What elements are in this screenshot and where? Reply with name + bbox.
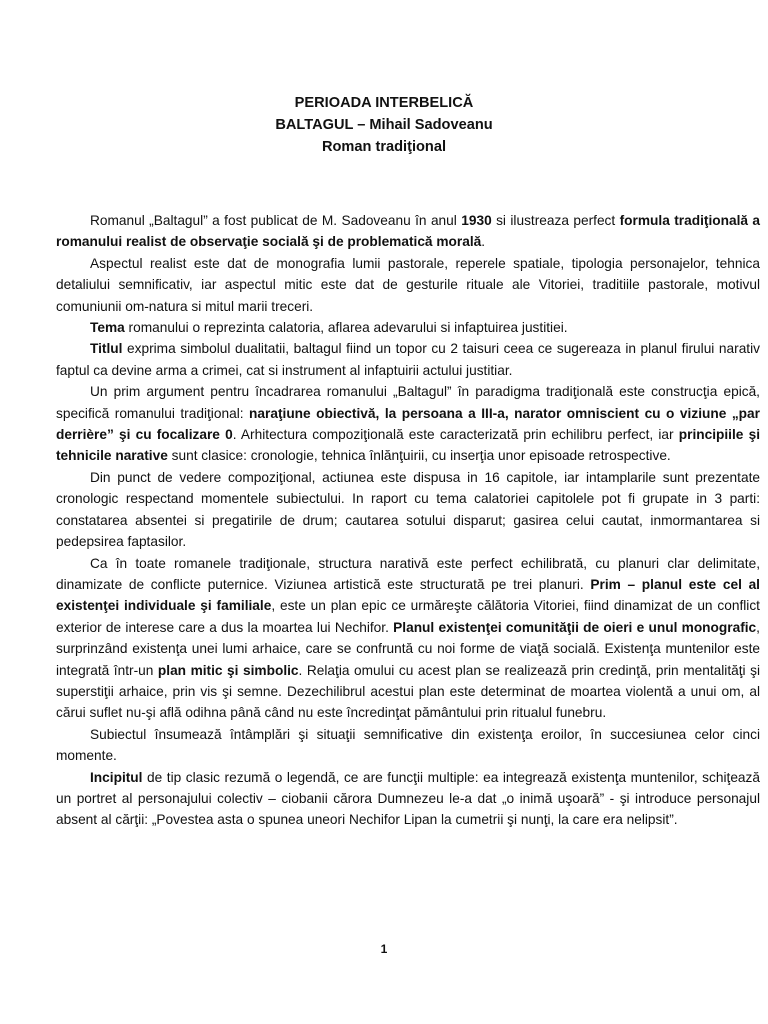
paragraph xyxy=(56,317,760,338)
paragraph xyxy=(56,467,760,553)
text-run: Un prim argument pentru încadrarea romanului „Baltagul” în paradigma tradiţională este construcţia epică, specifică romanului tradiţional: xyxy=(56,384,760,421)
text-run: si ilustreaza perfect xyxy=(491,213,620,228)
text-run: sunt clasice: cronologie, tehnica înlănţuirii, cu inserţia unor episoade retrospective. xyxy=(167,448,671,464)
document-title xyxy=(0,92,768,158)
paragraph xyxy=(56,210,760,253)
paragraph xyxy=(56,724,760,767)
paragraph xyxy=(56,253,760,317)
text-run: Ca în toate romanele tradiţionale, structura narativă este perfect echilibrată, cu planuri clar delimitate, dinamizate de conflicte puternice. Viziunea artistică este structurată pe trei planuri. xyxy=(56,555,760,592)
bold-text-run: Prim – planul este cel al existenţei individuale şi familiale xyxy=(56,576,760,614)
text-run: de tip clasic rezumă o legendă, ce are funcţii multiple: ea integrează existenţa muntenilor, schiţează un portret al personajului colectiv – ciobanii cărora Dumnezeu le-a dat „o inimă uşoară” - şi introduce personajul absent al cărţii: „Povestea asta o spunea uneori Nechifor Lipan la cumetrii şi nunţi, la care era nelipsit”. xyxy=(56,769,760,828)
document-body xyxy=(56,210,760,831)
paragraph xyxy=(56,767,760,831)
period-heading: PERIOADA INTERBELICĂ xyxy=(294,95,474,111)
bold-text-run: formula tradiţională a romanului realist de observaţie socială şi de problematică morală xyxy=(56,213,761,250)
text-run: Din punct de vedere compoziţional, actiunea este dispusa in 16 capitole, iar intamplarile sunt prezentate cronologic respectand momentele subiectului. In raport cu tema calatoriei capitolele pot fi grupate in 3 parti: constatarea absentei si pregatirile de drum; cautarea sotului disparut; gasirea celui cautat, inmormantarea si pedepsirea faptasilor. xyxy=(56,469,760,550)
bold-text-run: Titlul xyxy=(90,341,123,357)
bold-text-run: principiile şi tehnicile narative xyxy=(56,427,760,464)
bold-text-run: naraţiune obiectivă, la persoana a III-a, narator omniscient cu o viziune „par derrière” şi cu focalizare 0 xyxy=(56,405,760,443)
text-run: romanului o reprezinta calatoria, aflarea adevarului si infaptuirea justitiei. xyxy=(124,320,568,336)
text-run: , surprinzând existenţa unei lumi arhaice, care se confruntă cu noi forme de viaţă socială. Existenţa muntenilor este integrată într-un xyxy=(56,619,760,678)
text-run: Subiectul însumează întâmplări şi situaţii semnificative din existenţa eroilor, în succesiunea celor cinci momente. xyxy=(56,726,760,764)
page-number: 1 xyxy=(380,942,388,956)
work-title: BALTAGUL – Mihail Sadoveanu xyxy=(275,117,493,133)
genre-subtitle: Roman tradiţional xyxy=(321,139,447,155)
bold-text-run: plan mitic şi simbolic xyxy=(157,662,299,678)
bold-text-run: Tema xyxy=(90,320,125,336)
bold-text-run: 1930 xyxy=(461,213,492,228)
paragraph xyxy=(56,381,760,467)
text-run: exprima simbolul dualitatii, baltagul fiind un topor cu 2 taisuri ceea ce sugereaza in planul firului narativ faptul ca devine arma a crimei, cat si instrument al infaptuirii actului justitiar. xyxy=(56,341,760,378)
text-run: . Arhitectura compoziţională este caracterizată prin echilibru perfect, iar xyxy=(232,427,679,443)
text-run: . Relaţia omului cu acest plan se realizează prin credinţă, prin mentalităţi şi superstiţii arhaice, prin vis şi semne. Dezechilibrul acestui plan este determinat de moartea violentă a unui om, al cărui suflet nu-şi află odihna până când nu este încredinţat pământului prin ritualul funebru. xyxy=(56,662,761,721)
text-run: . xyxy=(481,234,486,250)
paragraph xyxy=(56,553,760,724)
bold-text-run: Planul existenţei comunităţii de oieri e unul monografic xyxy=(393,619,757,635)
paragraph xyxy=(56,338,760,381)
text-run: Romanul „Baltagul” a fost publicat de M. Sadoveanu în anul xyxy=(90,213,462,228)
text-run: Aspectul realist este dat de monografia lumii pastorale, reperele spatiale, tipologia personajelor, tehnica detaliului semnificativ, iar aspectul mitic este dat de gesturile rituale ale Vitoriei, traditiile pastorale, motivul comuniunii om-natura si mitul marii treceri. xyxy=(56,255,760,314)
text-run: , este un plan epic ce urmăreşte călătoria Vitoriei, fiind dinamizat de un conflict exterior de interese care a dus la moartea lui Nechifor. xyxy=(56,598,760,635)
bold-text-run: Incipitul xyxy=(90,769,143,785)
